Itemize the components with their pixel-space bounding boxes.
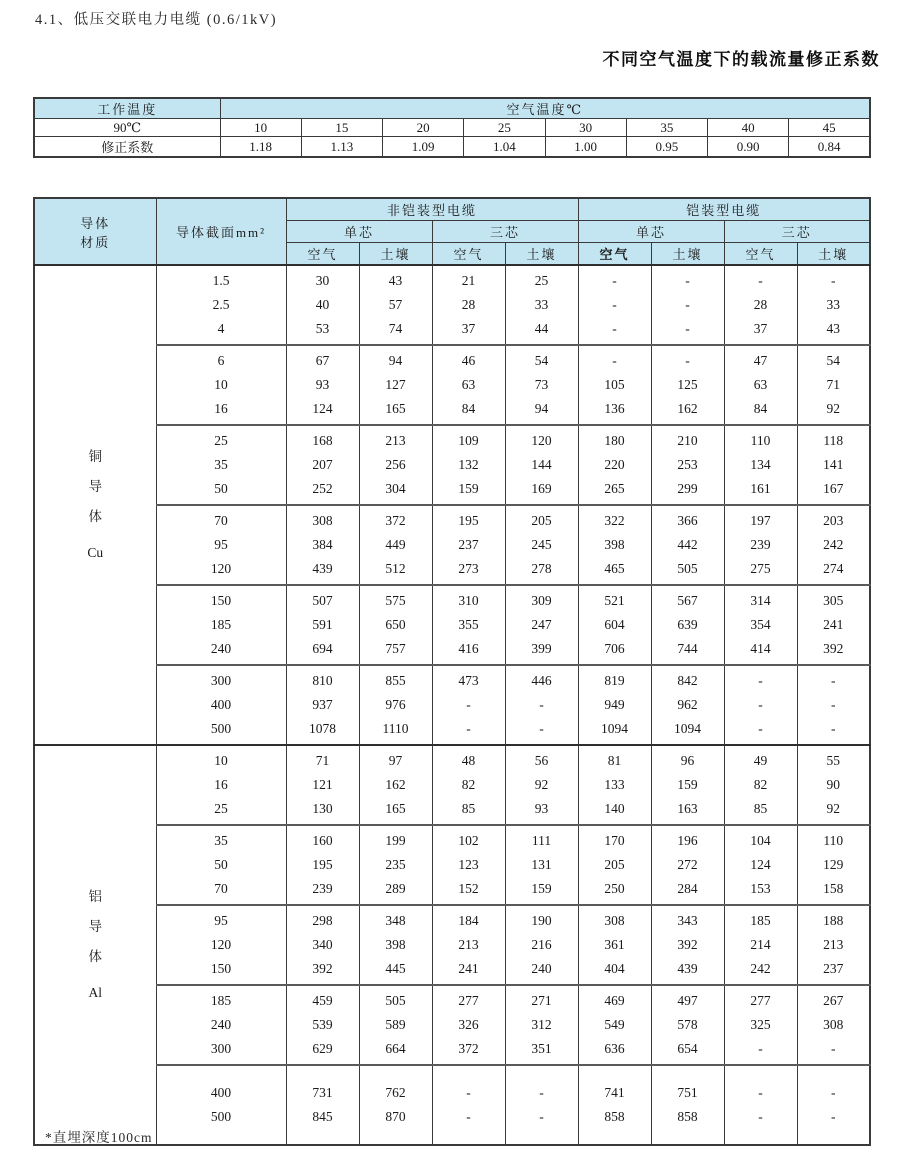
- ampacity-value-cell: - -: [432, 1065, 505, 1145]
- air-temp-cell: 35: [626, 119, 707, 137]
- capacity-group-row: [34, 905, 870, 985]
- header-soil: 土壤: [359, 243, 432, 266]
- header-single-core: 单芯: [286, 221, 432, 243]
- air-temp-cell: 30: [545, 119, 626, 137]
- conductor-section-cell: 300 400 500: [156, 665, 286, 745]
- ampacity-value-cell: 170 205 250: [578, 825, 651, 905]
- ampacity-value-cell: 469 549 636: [578, 985, 651, 1065]
- ampacity-table: [33, 197, 871, 1146]
- correction-factor-cell: 0.95: [626, 137, 707, 158]
- header-conductor-section: 导体截面mm²: [156, 198, 286, 265]
- air-temp-cell: 20: [383, 119, 464, 137]
- ampacity-value-cell: 195 237 273: [432, 505, 505, 585]
- ampacity-value-cell: - 105 136: [578, 345, 651, 425]
- header-air: 空气: [432, 243, 505, 266]
- ampacity-value-cell: 71 121 130: [286, 745, 359, 825]
- ampacity-value-cell: 446 - -: [505, 665, 578, 745]
- ampacity-value-cell: 49 82 85: [724, 745, 797, 825]
- correction-factor-cell: 1.09: [383, 137, 464, 158]
- ampacity-value-cell: 54 73 94: [505, 345, 578, 425]
- air-temp-cell: 10: [220, 119, 301, 137]
- ampacity-value-cell: 185 214 242: [724, 905, 797, 985]
- conductor-section-cell: 1.5 2.5 4: [156, 265, 286, 345]
- ampacity-value-cell: 205 245 278: [505, 505, 578, 585]
- ampacity-value-cell: 309 247 399: [505, 585, 578, 665]
- ampacity-value-cell: 67 93 124: [286, 345, 359, 425]
- ampacity-value-cell: 741 858: [578, 1065, 651, 1145]
- ampacity-value-cell: 56 92 93: [505, 745, 578, 825]
- ampacity-value-cell: - - -: [578, 265, 651, 345]
- ampacity-value-cell: - -: [724, 1065, 797, 1145]
- ampacity-value-cell: 104 124 153: [724, 825, 797, 905]
- ampacity-value-cell: 43 57 74: [359, 265, 432, 345]
- capacity-group-row: [34, 585, 870, 665]
- correction-factor-cell: 1.00: [545, 137, 626, 158]
- capacity-group-row: [34, 345, 870, 425]
- ampacity-value-cell: 348 398 445: [359, 905, 432, 985]
- header-soil: 土壤: [797, 243, 870, 266]
- ampacity-value-cell: 25 33 44: [505, 265, 578, 345]
- header-air: 空气: [286, 243, 359, 266]
- conductor-section-cell: 10 16 25: [156, 745, 286, 825]
- capacity-header-row-1: [34, 198, 870, 221]
- ampacity-value-cell: 819 949 1094: [578, 665, 651, 745]
- header-conductor-material: 导体 材质: [34, 198, 156, 265]
- correction-factor-cell: 1.04: [464, 137, 545, 158]
- ampacity-value-cell: 507 591 694: [286, 585, 359, 665]
- capacity-group-row: [34, 1065, 870, 1145]
- ampacity-value-cell: 180 220 265: [578, 425, 651, 505]
- ampacity-value-cell: 30 40 53: [286, 265, 359, 345]
- header-soil: 土壤: [505, 243, 578, 266]
- ampacity-value-cell: - -: [797, 1065, 870, 1145]
- ampacity-value-cell: 277 326 372: [432, 985, 505, 1065]
- capacity-group-row: [34, 825, 870, 905]
- ampacity-value-cell: 310 355 416: [432, 585, 505, 665]
- ampacity-value-cell: 46 63 84: [432, 345, 505, 425]
- ampacity-value-cell: 54 71 92: [797, 345, 870, 425]
- ampacity-value-cell: 366 442 505: [651, 505, 724, 585]
- air-temp-cell: 15: [301, 119, 382, 137]
- ampacity-value-cell: - 125 162: [651, 345, 724, 425]
- ampacity-value-cell: 48 82 85: [432, 745, 505, 825]
- header-single-core: 单芯: [578, 221, 724, 243]
- capacity-group-row: [34, 665, 870, 745]
- correction-factor-cell: 1.13: [301, 137, 382, 158]
- ampacity-value-cell: 188 213 237: [797, 905, 870, 985]
- ampacity-value-cell: 497 578 654: [651, 985, 724, 1065]
- conductor-section-cell: 70 95 120: [156, 505, 286, 585]
- ampacity-value-cell: 308 361 404: [578, 905, 651, 985]
- ampacity-value-cell: 203 242 274: [797, 505, 870, 585]
- ampacity-value-cell: 196 272 284: [651, 825, 724, 905]
- ampacity-value-cell: 94 127 165: [359, 345, 432, 425]
- ampacity-value-cell: 343 392 439: [651, 905, 724, 985]
- correction-factor-cell: 0.90: [708, 137, 789, 158]
- ampacity-value-cell: 505 589 664: [359, 985, 432, 1065]
- capacity-group-row: [34, 745, 870, 825]
- air-temp-cell: 45: [789, 119, 870, 137]
- ampacity-value-cell: 210 253 299: [651, 425, 724, 505]
- ampacity-value-cell: 751 858: [651, 1065, 724, 1145]
- ampacity-value-cell: 110 129 158: [797, 825, 870, 905]
- correction-factor-row: [34, 137, 870, 158]
- ampacity-value-cell: 567 639 744: [651, 585, 724, 665]
- header-three-core: 三芯: [432, 221, 578, 243]
- capacity-group-row: [34, 505, 870, 585]
- ampacity-value-cell: 102 123 152: [432, 825, 505, 905]
- header-air: 空气: [724, 243, 797, 266]
- header-armored-cable: 铠装型电缆: [578, 198, 870, 221]
- ampacity-value-cell: - - -: [724, 665, 797, 745]
- ampacity-value-cell: 298 340 392: [286, 905, 359, 985]
- ampacity-value-cell: 267 308 -: [797, 985, 870, 1065]
- ampacity-value-cell: 277 325 -: [724, 985, 797, 1065]
- ampacity-value-cell: 190 216 240: [505, 905, 578, 985]
- ampacity-value-cell: 213 256 304: [359, 425, 432, 505]
- ampacity-value-cell: 271 312 351: [505, 985, 578, 1065]
- ampacity-value-cell: 21 28 37: [432, 265, 505, 345]
- ampacity-value-cell: 160 195 239: [286, 825, 359, 905]
- correction-factor-cell: 0.84: [789, 137, 870, 158]
- capacity-group-row: [34, 425, 870, 505]
- ampacity-value-cell: 842 962 1094: [651, 665, 724, 745]
- ampacity-value-cell: 521 604 706: [578, 585, 651, 665]
- ampacity-value-cell: 109 132 159: [432, 425, 505, 505]
- ampacity-value-cell: 184 213 241: [432, 905, 505, 985]
- correction-header-row: [34, 98, 870, 119]
- ampacity-value-cell: 111 131 159: [505, 825, 578, 905]
- conductor-section-cell: 25 35 50: [156, 425, 286, 505]
- conductor-material-cell: 铜 导 体 Cu: [34, 265, 156, 745]
- header-working-temp: 工作温度: [34, 98, 220, 119]
- conductor-section-cell: 150 185 240: [156, 585, 286, 665]
- air-temp-cell: 25: [464, 119, 545, 137]
- ampacity-value-cell: 96 159 163: [651, 745, 724, 825]
- ampacity-value-cell: - - -: [651, 265, 724, 345]
- ampacity-value-cell: 118 141 167: [797, 425, 870, 505]
- ampacity-value-cell: 97 162 165: [359, 745, 432, 825]
- ampacity-value-cell: 55 90 92: [797, 745, 870, 825]
- capacity-group-row: [34, 985, 870, 1065]
- ampacity-value-cell: 731 845: [286, 1065, 359, 1145]
- ampacity-value-cell: 762 870: [359, 1065, 432, 1145]
- ampacity-value-cell: 322 398 465: [578, 505, 651, 585]
- conductor-section-cell: 6 10 16: [156, 345, 286, 425]
- conductor-section-cell: 400 500: [156, 1065, 286, 1145]
- correction-factor-table: [33, 97, 871, 158]
- correction-factor-cell: 1.18: [220, 137, 301, 158]
- ampacity-value-cell: 855 976 1110: [359, 665, 432, 745]
- ampacity-value-cell: 473 - -: [432, 665, 505, 745]
- ampacity-value-cell: - - -: [797, 665, 870, 745]
- air-temp-cell: 40: [708, 119, 789, 137]
- page-title: 4.1、低压交联电力电缆 (0.6/1kV): [35, 12, 278, 28]
- conductor-section-cell: 35 50 70: [156, 825, 286, 905]
- ampacity-value-cell: - -: [505, 1065, 578, 1145]
- ampacity-value-cell: - 28 37: [724, 265, 797, 345]
- ampacity-value-cell: 120 144 169: [505, 425, 578, 505]
- conductor-section-cell: 95 120 150: [156, 905, 286, 985]
- header-soil: 土壤: [651, 243, 724, 266]
- burial-depth-footnote: *直埋深度100cm: [45, 1130, 153, 1145]
- header-air: 空气: [578, 243, 651, 266]
- ampacity-value-cell: 47 63 84: [724, 345, 797, 425]
- ampacity-value-cell: 372 449 512: [359, 505, 432, 585]
- temp-row-label: 90℃: [34, 119, 220, 137]
- conductor-material-cell: 铝 导 体 Al: [34, 745, 156, 1145]
- ampacity-value-cell: 308 384 439: [286, 505, 359, 585]
- ampacity-value-cell: 575 650 757: [359, 585, 432, 665]
- ampacity-value-cell: 305 241 392: [797, 585, 870, 665]
- header-air-temp: 空气温度℃: [220, 98, 870, 119]
- capacity-group-row: [34, 265, 870, 345]
- ampacity-value-cell: 110 134 161: [724, 425, 797, 505]
- ampacity-value-cell: 197 239 275: [724, 505, 797, 585]
- table-subtitle: 不同空气温度下的载流量修正系数: [602, 50, 880, 69]
- ampacity-value-cell: 810 937 1078: [286, 665, 359, 745]
- correction-temp-row: [34, 119, 870, 137]
- header-unarmored-cable: 非铠装型电缆: [286, 198, 578, 221]
- ampacity-value-cell: 168 207 252: [286, 425, 359, 505]
- ampacity-value-cell: 314 354 414: [724, 585, 797, 665]
- ampacity-value-cell: - 33 43: [797, 265, 870, 345]
- ampacity-value-cell: 199 235 289: [359, 825, 432, 905]
- ampacity-value-cell: 459 539 629: [286, 985, 359, 1065]
- conductor-section-cell: 185 240 300: [156, 985, 286, 1065]
- factor-row-label: 修正系数: [34, 137, 220, 158]
- header-three-core: 三芯: [724, 221, 870, 243]
- ampacity-value-cell: 81 133 140: [578, 745, 651, 825]
